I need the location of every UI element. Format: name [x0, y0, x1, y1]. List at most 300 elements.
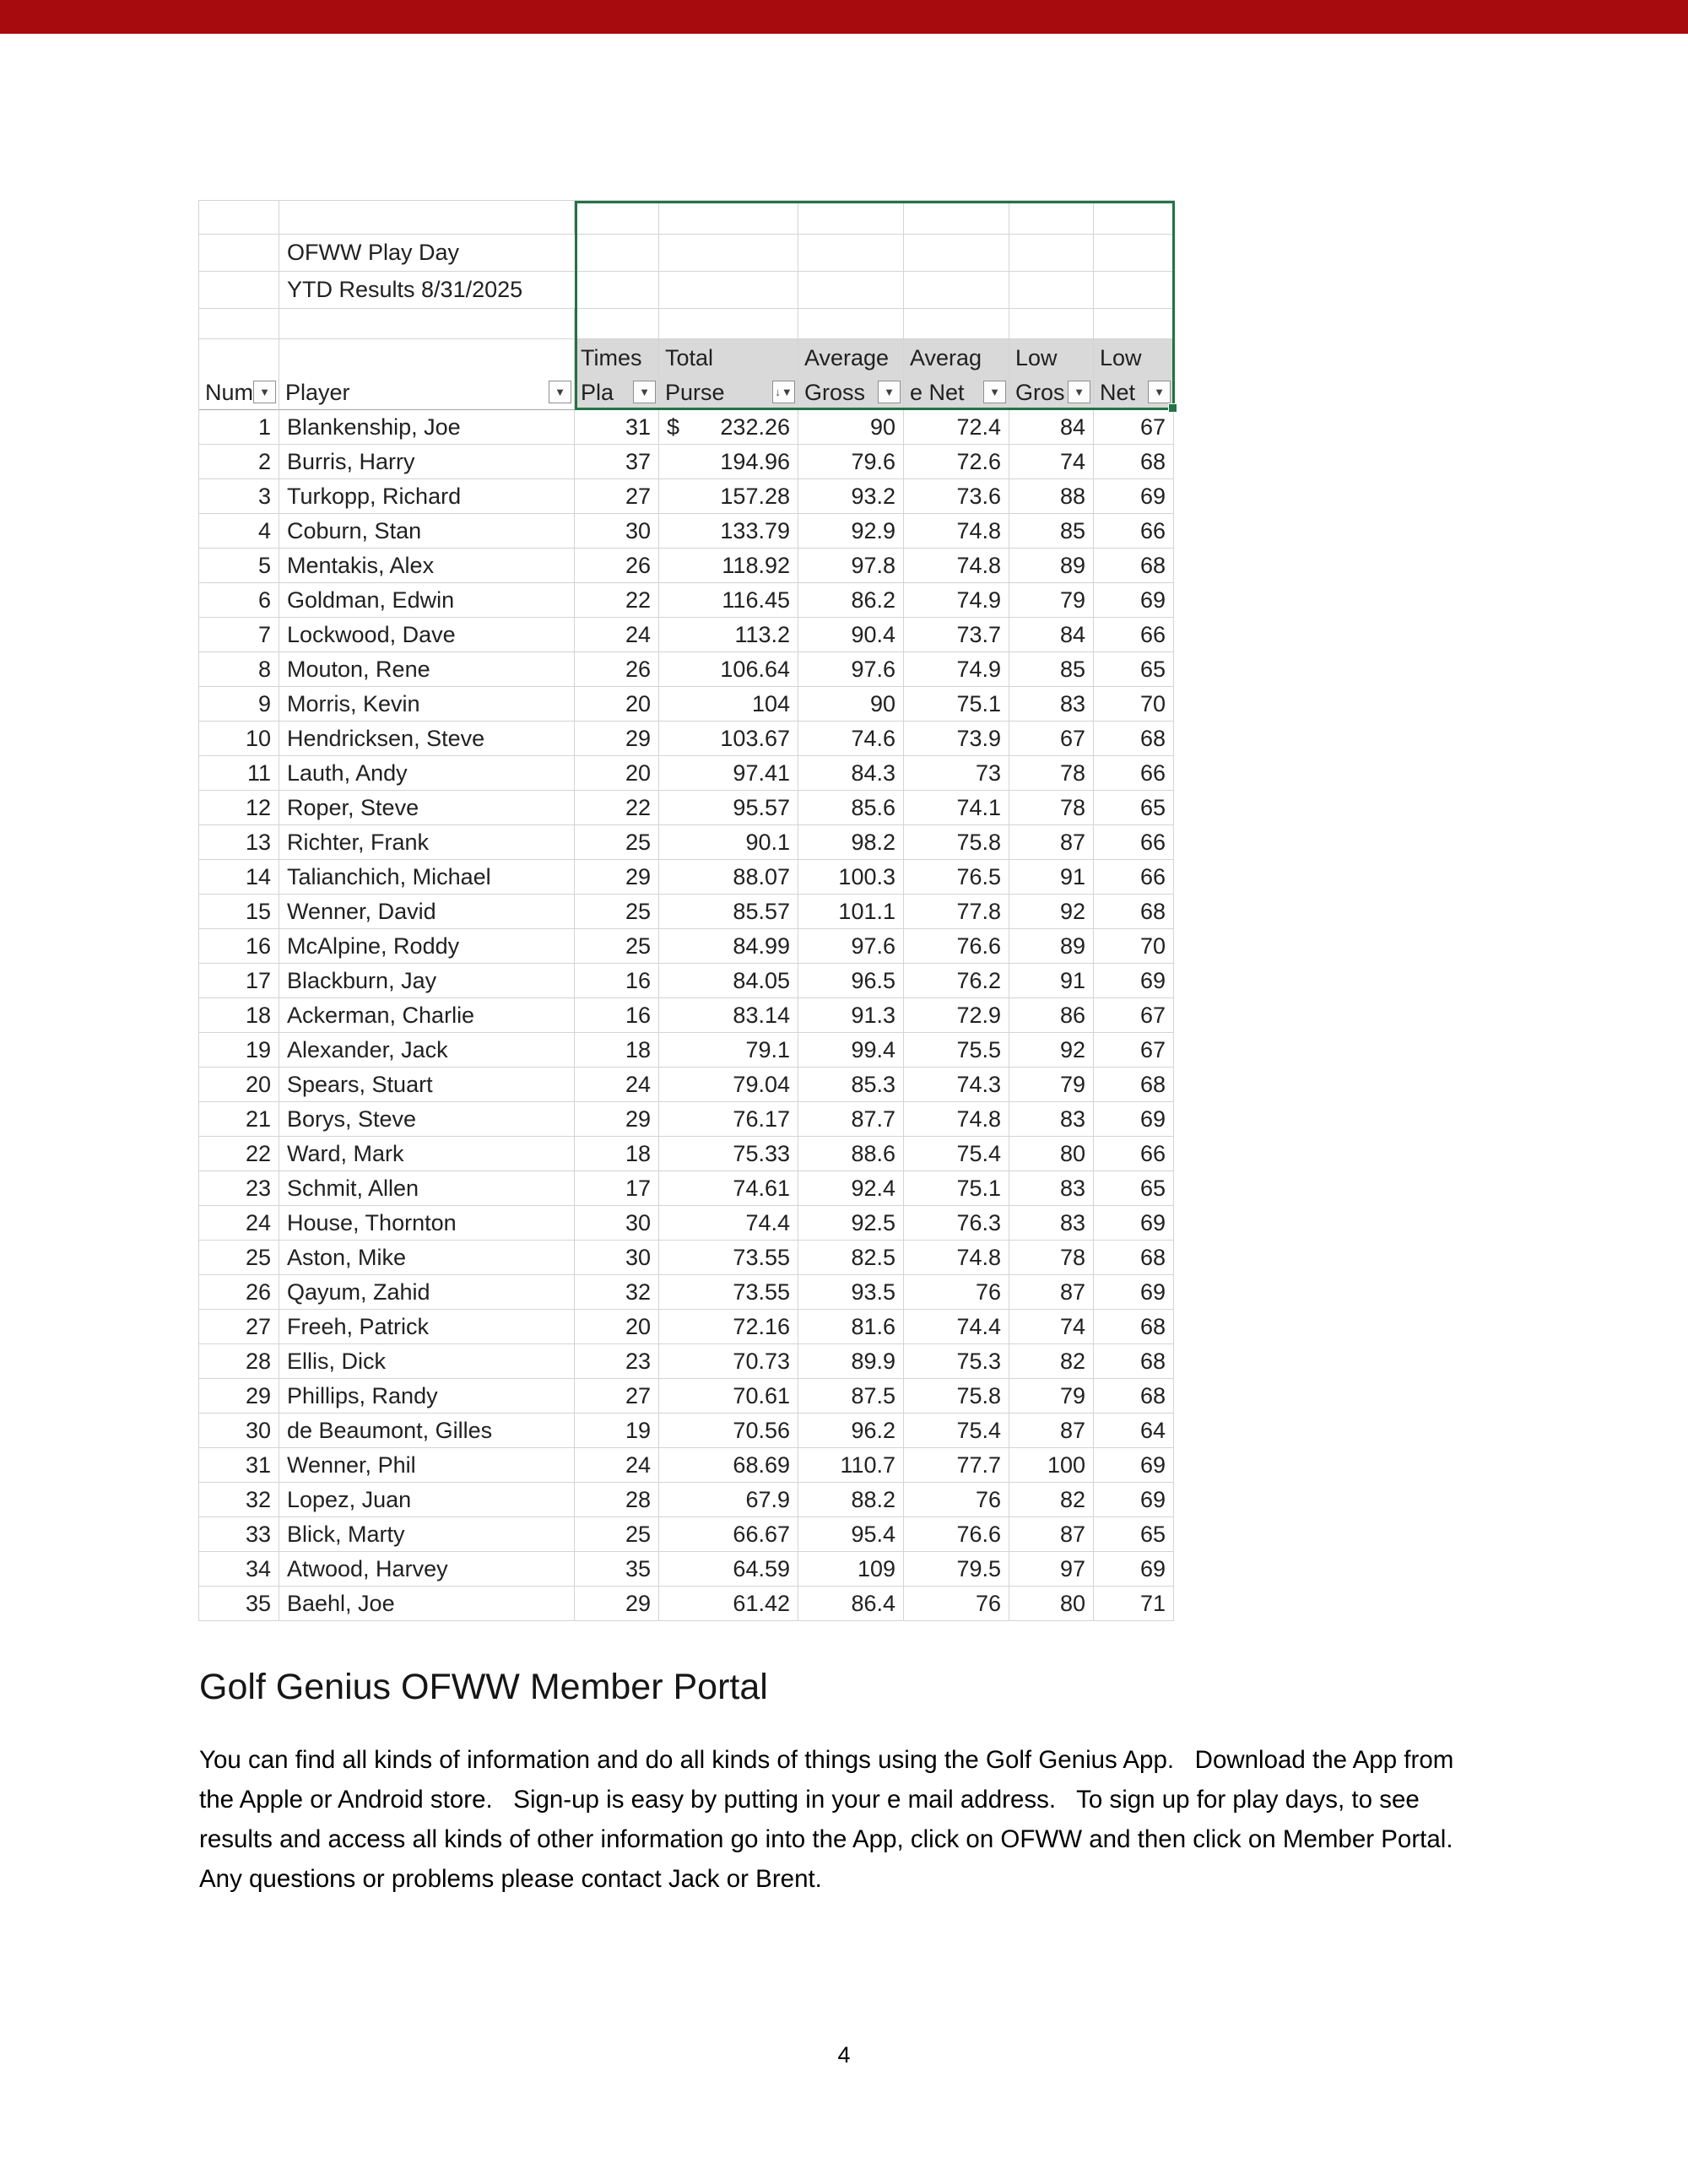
column-header-times-played: Times Pla ▼: [575, 339, 659, 410]
low-gross-cell: 78: [1009, 756, 1094, 791]
num-cell: 14: [199, 860, 279, 895]
num-cell: 8: [199, 652, 279, 687]
purse-cell: 68.69: [659, 1448, 798, 1483]
player-cell: Lockwood, Dave: [279, 618, 575, 652]
low-net-cell: 69: [1094, 1552, 1174, 1587]
low-net-cell: 65: [1094, 1517, 1174, 1552]
times-played-cell: 28: [575, 1483, 659, 1517]
purse-cell: 74.61: [659, 1171, 798, 1206]
purse-cell: 106.64: [659, 652, 798, 687]
table-row: [199, 929, 1175, 964]
low-gross-cell: 92: [1009, 1033, 1094, 1068]
low-net-cell: 65: [1094, 1171, 1174, 1206]
low-gross-cell: 82: [1009, 1344, 1094, 1379]
avg-net-cell: 74.1: [904, 791, 1009, 825]
low-net-cell: 67: [1094, 998, 1174, 1033]
low-net-cell: 68: [1094, 549, 1174, 583]
avg-net-cell: 75.8: [904, 825, 1009, 860]
avg-gross-cell: 89.9: [798, 1344, 904, 1379]
times-played-cell: 20: [575, 687, 659, 722]
low-net-cell: 70: [1094, 929, 1174, 964]
avg-net-cell: 76.2: [904, 964, 1009, 998]
purse-cell: 133.79: [659, 514, 798, 549]
times-played-cell: 29: [575, 860, 659, 895]
filter-dropdown-icon[interactable]: ▼: [253, 381, 276, 403]
avg-net-cell: 76.5: [904, 860, 1009, 895]
table-row: [199, 1068, 1175, 1102]
times-played-cell: 32: [575, 1275, 659, 1310]
filter-dropdown-icon[interactable]: ▼: [1148, 381, 1171, 403]
avg-gross-cell: 95.4: [798, 1517, 904, 1552]
player-cell: Ackerman, Charlie: [279, 998, 575, 1033]
avg-gross-cell: 93.2: [798, 479, 904, 514]
player-cell: Richter, Frank: [279, 825, 575, 860]
times-played-cell: 24: [575, 1068, 659, 1102]
player-cell: Mouton, Rene: [279, 652, 575, 687]
purse-cell: 67.9: [659, 1483, 798, 1517]
table-row: [199, 1241, 1175, 1275]
avg-gross-cell: 96.5: [798, 964, 904, 998]
column-header-total-purse: Total Purse ↓ ▼: [659, 339, 798, 410]
num-cell: 28: [199, 1344, 279, 1379]
num-cell: 12: [199, 791, 279, 825]
low-net-cell: 69: [1094, 1102, 1174, 1137]
low-net-cell: 69: [1094, 1275, 1174, 1310]
avg-net-cell: 73.6: [904, 479, 1009, 514]
avg-gross-cell: 88.6: [798, 1137, 904, 1171]
player-cell: Baehl, Joe: [279, 1587, 575, 1621]
num-cell: 1: [199, 410, 279, 445]
low-gross-cell: 79: [1009, 1379, 1094, 1414]
times-played-cell: 24: [575, 1448, 659, 1483]
avg-net-cell: 75.3: [904, 1344, 1009, 1379]
table-row: [199, 1206, 1175, 1241]
times-played-cell: 29: [575, 1102, 659, 1137]
player-cell: Coburn, Stan: [279, 514, 575, 549]
avg-gross-cell: 96.2: [798, 1414, 904, 1448]
avg-gross-cell: 85.6: [798, 791, 904, 825]
table-row: [199, 687, 1175, 722]
low-net-cell: 66: [1094, 756, 1174, 791]
low-gross-cell: 78: [1009, 1241, 1094, 1275]
purse-cell: $ 232.26: [659, 410, 798, 445]
num-cell: 10: [199, 722, 279, 756]
num-cell: 4: [199, 514, 279, 549]
table-row: [199, 549, 1175, 583]
avg-gross-cell: 91.3: [798, 998, 904, 1033]
low-net-cell: 70: [1094, 687, 1174, 722]
times-played-cell: 29: [575, 722, 659, 756]
player-cell: House, Thornton: [279, 1206, 575, 1241]
times-played-cell: 30: [575, 514, 659, 549]
purse-cell: 104: [659, 687, 798, 722]
filter-dropdown-icon[interactable]: ▼: [549, 381, 571, 403]
low-gross-cell: 80: [1009, 1137, 1094, 1171]
purse-cell: 79.04: [659, 1068, 798, 1102]
low-gross-cell: 82: [1009, 1483, 1094, 1517]
table-row: [199, 1552, 1175, 1587]
table-row: [199, 1033, 1175, 1068]
times-played-cell: 25: [575, 929, 659, 964]
avg-gross-cell: 88.2: [798, 1483, 904, 1517]
avg-gross-cell: 90: [798, 687, 904, 722]
table-row: [199, 1483, 1175, 1517]
low-net-cell: 68: [1094, 445, 1174, 479]
num-cell: 26: [199, 1275, 279, 1310]
avg-net-cell: 75.1: [904, 687, 1009, 722]
table-row: [199, 998, 1175, 1033]
low-gross-cell: 85: [1009, 652, 1094, 687]
times-played-cell: 18: [575, 1033, 659, 1068]
low-net-cell: 64: [1094, 1414, 1174, 1448]
avg-gross-cell: 110.7: [798, 1448, 904, 1483]
times-played-cell: 20: [575, 1310, 659, 1344]
avg-gross-cell: 98.2: [798, 825, 904, 860]
purse-cell: 84.05: [659, 964, 798, 998]
low-gross-cell: 87: [1009, 1517, 1094, 1552]
purse-cell: 97.41: [659, 756, 798, 791]
avg-gross-cell: 97.8: [798, 549, 904, 583]
low-gross-cell: 87: [1009, 1414, 1094, 1448]
player-cell: Lopez, Juan: [279, 1483, 575, 1517]
low-gross-cell: 100: [1009, 1448, 1094, 1483]
table-row: [199, 1379, 1175, 1414]
player-cell: Atwood, Harvey: [279, 1552, 575, 1587]
column-header-low-gross: Low Gros ▼: [1009, 339, 1094, 410]
num-cell: 24: [199, 1206, 279, 1241]
avg-gross-cell: 86.2: [798, 583, 904, 618]
low-net-cell: 66: [1094, 825, 1174, 860]
filter-dropdown-icon[interactable]: ▼: [633, 381, 656, 403]
player-cell: Freeh, Patrick: [279, 1310, 575, 1344]
purse-cell: 157.28: [659, 479, 798, 514]
low-gross-cell: 74: [1009, 445, 1094, 479]
low-net-cell: 67: [1094, 1033, 1174, 1068]
num-cell: 16: [199, 929, 279, 964]
low-gross-cell: 89: [1009, 929, 1094, 964]
times-played-cell: 19: [575, 1414, 659, 1448]
purse-cell: 103.67: [659, 722, 798, 756]
times-played-cell: 22: [575, 583, 659, 618]
player-cell: Roper, Steve: [279, 791, 575, 825]
player-cell: Talianchich, Michael: [279, 860, 575, 895]
low-net-cell: 66: [1094, 1137, 1174, 1171]
avg-gross-cell: 100.3: [798, 860, 904, 895]
table-row: [199, 756, 1175, 791]
low-net-cell: 67: [1094, 410, 1174, 445]
column-header-num: Num ▼: [199, 339, 279, 410]
low-gross-cell: 87: [1009, 1275, 1094, 1310]
num-cell: 9: [199, 687, 279, 722]
table-row: [199, 410, 1175, 445]
times-played-cell: 30: [575, 1206, 659, 1241]
avg-gross-cell: 90.4: [798, 618, 904, 652]
table-row: [199, 618, 1175, 652]
avg-net-cell: 72.4: [904, 410, 1009, 445]
num-cell: 22: [199, 1137, 279, 1171]
low-net-cell: 66: [1094, 860, 1174, 895]
avg-gross-cell: 97.6: [798, 929, 904, 964]
avg-gross-cell: 84.3: [798, 756, 904, 791]
table-row: [199, 1171, 1175, 1206]
sheet-blank-row: [199, 201, 1175, 235]
num-cell: 3: [199, 479, 279, 514]
avg-net-cell: 76.6: [904, 929, 1009, 964]
low-net-cell: 69: [1094, 1206, 1174, 1241]
table-row: [199, 1587, 1175, 1621]
avg-net-cell: 73.9: [904, 722, 1009, 756]
times-played-cell: 22: [575, 791, 659, 825]
times-played-cell: 24: [575, 618, 659, 652]
num-cell: 33: [199, 1517, 279, 1552]
spreadsheet-body: [199, 410, 1175, 1621]
avg-gross-cell: 92.5: [798, 1206, 904, 1241]
sheet-title: OFWW Play Day: [279, 235, 659, 272]
purse-cell: 85.57: [659, 895, 798, 929]
purse-cell: 70.61: [659, 1379, 798, 1414]
player-cell: McAlpine, Roddy: [279, 929, 575, 964]
avg-gross-cell: 81.6: [798, 1310, 904, 1344]
top-accent-bar: [0, 0, 1688, 34]
purse-cell: 194.96: [659, 445, 798, 479]
avg-gross-cell: 86.4: [798, 1587, 904, 1621]
low-net-cell: 71: [1094, 1587, 1174, 1621]
avg-net-cell: 76: [904, 1275, 1009, 1310]
purse-cell: 72.16: [659, 1310, 798, 1344]
num-cell: 31: [199, 1448, 279, 1483]
avg-net-cell: 74.8: [904, 1102, 1009, 1137]
low-net-cell: 69: [1094, 964, 1174, 998]
purse-cell: 61.42: [659, 1587, 798, 1621]
times-played-cell: 20: [575, 756, 659, 791]
avg-net-cell: 76: [904, 1483, 1009, 1517]
table-row: [199, 1310, 1175, 1344]
low-gross-cell: 89: [1009, 549, 1094, 583]
avg-net-cell: 75.8: [904, 1379, 1009, 1414]
times-played-cell: 35: [575, 1552, 659, 1587]
avg-net-cell: 72.9: [904, 998, 1009, 1033]
num-cell: 35: [199, 1587, 279, 1621]
avg-net-cell: 77.7: [904, 1448, 1009, 1483]
low-gross-cell: 79: [1009, 1068, 1094, 1102]
low-gross-cell: 91: [1009, 860, 1094, 895]
low-gross-cell: 91: [1009, 964, 1094, 998]
avg-net-cell: 75.1: [904, 1171, 1009, 1206]
avg-net-cell: 74.8: [904, 514, 1009, 549]
low-net-cell: 68: [1094, 1310, 1174, 1344]
avg-gross-cell: 109: [798, 1552, 904, 1587]
purse-cell: 70.73: [659, 1344, 798, 1379]
low-gross-cell: 74: [1009, 1310, 1094, 1344]
avg-net-cell: 74.8: [904, 549, 1009, 583]
low-net-cell: 66: [1094, 618, 1174, 652]
low-gross-cell: 88: [1009, 479, 1094, 514]
table-row: [199, 1275, 1175, 1310]
low-net-cell: 69: [1094, 583, 1174, 618]
avg-gross-cell: 79.6: [798, 445, 904, 479]
player-cell: Ward, Mark: [279, 1137, 575, 1171]
num-cell: 29: [199, 1379, 279, 1414]
avg-net-cell: 76.3: [904, 1206, 1009, 1241]
num-cell: 7: [199, 618, 279, 652]
low-net-cell: 68: [1094, 1379, 1174, 1414]
times-played-cell: 29: [575, 1587, 659, 1621]
num-cell: 18: [199, 998, 279, 1033]
num-cell: 15: [199, 895, 279, 929]
sheet-subtitle-row: [199, 272, 1175, 309]
embedded-spreadsheet: [198, 200, 1175, 1621]
times-played-cell: 25: [575, 825, 659, 860]
low-gross-cell: 78: [1009, 791, 1094, 825]
table-row: [199, 825, 1175, 860]
table-row: [199, 1137, 1175, 1171]
avg-net-cell: 76: [904, 1587, 1009, 1621]
times-played-cell: 27: [575, 1379, 659, 1414]
avg-gross-cell: 92.4: [798, 1171, 904, 1206]
low-gross-cell: 79: [1009, 583, 1094, 618]
num-cell: 19: [199, 1033, 279, 1068]
sorted-filter-dropdown-icon[interactable]: ↓ ▼: [772, 381, 795, 403]
num-cell: 32: [199, 1483, 279, 1517]
num-cell: 25: [199, 1241, 279, 1275]
table-row: [199, 791, 1175, 825]
times-played-cell: 26: [575, 549, 659, 583]
purse-cell: 116.45: [659, 583, 798, 618]
purse-cell: 118.92: [659, 549, 798, 583]
num-cell: 30: [199, 1414, 279, 1448]
times-played-cell: 30: [575, 1241, 659, 1275]
num-cell: 2: [199, 445, 279, 479]
player-cell: Lauth, Andy: [279, 756, 575, 791]
avg-gross-cell: 99.4: [798, 1033, 904, 1068]
purse-cell: 88.07: [659, 860, 798, 895]
low-gross-cell: 97: [1009, 1552, 1094, 1587]
player-cell: Borys, Steve: [279, 1102, 575, 1137]
avg-net-cell: 75.4: [904, 1414, 1009, 1448]
low-gross-cell: 83: [1009, 1206, 1094, 1241]
avg-net-cell: 72.6: [904, 445, 1009, 479]
table-row: [199, 1102, 1175, 1137]
low-net-cell: 68: [1094, 1068, 1174, 1102]
player-cell: Qayum, Zahid: [279, 1275, 575, 1310]
table-row: [199, 652, 1175, 687]
player-cell: Schmit, Allen: [279, 1171, 575, 1206]
avg-net-cell: 77.8: [904, 895, 1009, 929]
times-played-cell: 26: [575, 652, 659, 687]
times-played-cell: 17: [575, 1171, 659, 1206]
num-cell: 5: [199, 549, 279, 583]
avg-gross-cell: 82.5: [798, 1241, 904, 1275]
num-cell: 6: [199, 583, 279, 618]
avg-net-cell: 74.4: [904, 1310, 1009, 1344]
sheet-blank-row: [199, 309, 1175, 339]
table-row: [199, 1344, 1175, 1379]
low-net-cell: 66: [1094, 514, 1174, 549]
purse-cell: 84.99: [659, 929, 798, 964]
low-net-cell: 65: [1094, 652, 1174, 687]
times-played-cell: 37: [575, 445, 659, 479]
purse-cell: 74.4: [659, 1206, 798, 1241]
player-cell: Goldman, Edwin: [279, 583, 575, 618]
low-net-cell: 68: [1094, 1344, 1174, 1379]
avg-net-cell: 74.8: [904, 1241, 1009, 1275]
table-row: [199, 895, 1175, 929]
column-header-player: Player ▼: [279, 339, 575, 410]
times-played-cell: 16: [575, 964, 659, 998]
filter-dropdown-icon[interactable]: ▼: [1068, 381, 1090, 403]
table-row: [199, 1448, 1175, 1483]
low-net-cell: 69: [1094, 1448, 1174, 1483]
avg-net-cell: 73.7: [904, 618, 1009, 652]
num-cell: 27: [199, 1310, 279, 1344]
filter-dropdown-icon[interactable]: ▼: [878, 381, 901, 403]
avg-net-cell: 74.9: [904, 583, 1009, 618]
player-cell: Phillips, Randy: [279, 1379, 575, 1414]
avg-gross-cell: 85.3: [798, 1068, 904, 1102]
avg-net-cell: 76.6: [904, 1517, 1009, 1552]
low-gross-cell: 84: [1009, 410, 1094, 445]
player-cell: Ellis, Dick: [279, 1344, 575, 1379]
avg-gross-cell: 101.1: [798, 895, 904, 929]
table-row: [199, 860, 1175, 895]
sheet-title-row: [199, 235, 1175, 272]
column-header-average-gross: Average Gross ▼: [798, 339, 904, 410]
low-gross-cell: 85: [1009, 514, 1094, 549]
low-net-cell: 69: [1094, 479, 1174, 514]
low-net-cell: 69: [1094, 1483, 1174, 1517]
avg-gross-cell: 87.5: [798, 1379, 904, 1414]
low-net-cell: 68: [1094, 895, 1174, 929]
times-played-cell: 16: [575, 998, 659, 1033]
filter-dropdown-icon[interactable]: ▼: [983, 381, 1006, 403]
avg-net-cell: 79.5: [904, 1552, 1009, 1587]
document-heading: Golf Genius OFWW Member Portal: [199, 1667, 768, 1707]
table-row: [199, 722, 1175, 756]
purse-cell: 113.2: [659, 618, 798, 652]
player-cell: Blackburn, Jay: [279, 964, 575, 998]
purse-cell: 79.1: [659, 1033, 798, 1068]
player-cell: Alexander, Jack: [279, 1033, 575, 1068]
player-cell: Wenner, Phil: [279, 1448, 575, 1483]
low-gross-cell: 87: [1009, 825, 1094, 860]
avg-net-cell: 75.4: [904, 1137, 1009, 1171]
table-row: [199, 1517, 1175, 1552]
table-row: [199, 514, 1175, 549]
low-gross-cell: 92: [1009, 895, 1094, 929]
low-gross-cell: 67: [1009, 722, 1094, 756]
table-row: [199, 1414, 1175, 1448]
player-cell: Morris, Kevin: [279, 687, 575, 722]
column-header-average-net: Averag e Net ▼: [904, 339, 1009, 410]
low-net-cell: 68: [1094, 722, 1174, 756]
low-net-cell: 68: [1094, 1241, 1174, 1275]
avg-gross-cell: 92.9: [798, 514, 904, 549]
player-cell: Hendricksen, Steve: [279, 722, 575, 756]
low-gross-cell: 80: [1009, 1587, 1094, 1621]
num-cell: 34: [199, 1552, 279, 1587]
times-played-cell: 31: [575, 410, 659, 445]
avg-gross-cell: 97.6: [798, 652, 904, 687]
times-played-cell: 18: [575, 1137, 659, 1171]
page-number: 4: [837, 2042, 851, 2068]
avg-gross-cell: 93.5: [798, 1275, 904, 1310]
num-cell: 17: [199, 964, 279, 998]
purse-cell: 75.33: [659, 1137, 798, 1171]
low-gross-cell: 83: [1009, 1102, 1094, 1137]
player-cell: Mentakis, Alex: [279, 549, 575, 583]
player-cell: Turkopp, Richard: [279, 479, 575, 514]
avg-gross-cell: 90: [798, 410, 904, 445]
